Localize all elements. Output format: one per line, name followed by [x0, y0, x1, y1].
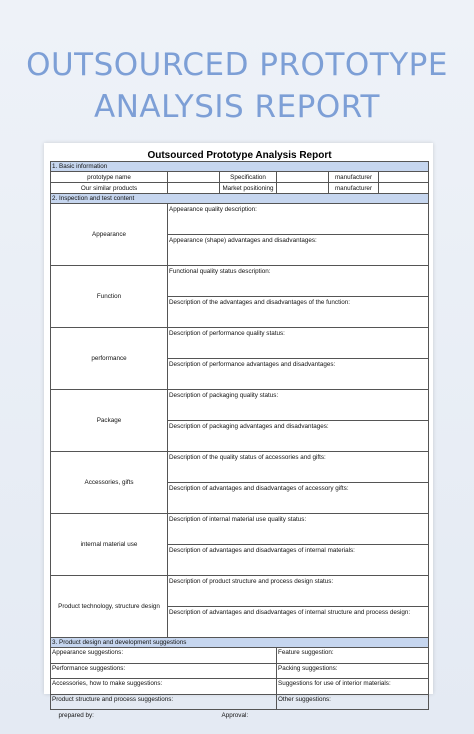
- inspection-field[interactable]: Description of the quality status of accessories and gifts:: [168, 452, 429, 483]
- inspection-field[interactable]: Description of advantages and disadvantages of internal structure and process design:: [168, 607, 429, 638]
- inspection-label-accessories: Accessories, gifts: [51, 452, 168, 514]
- label-prototype-name: prototype name: [51, 172, 168, 183]
- suggestion-field[interactable]: Packing suggestions:: [277, 663, 429, 679]
- label-manufacturer: manufacturer: [329, 172, 379, 183]
- inspection-field[interactable]: Description of packaging advantages and disadvantages:: [168, 421, 429, 452]
- inspection-field[interactable]: Appearance quality description:: [168, 204, 429, 235]
- report-sheet: [44, 143, 433, 719]
- inspection-label-internal-material: internal material use: [51, 514, 168, 576]
- suggestion-field[interactable]: Performance suggestions:: [51, 663, 277, 679]
- section-suggestions: 3. Product design and development suggestions: [51, 638, 429, 648]
- inspection-field[interactable]: Description of performance advantages and disadvantages:: [168, 359, 429, 390]
- hero-title-line1: OUTSOURCED PROTOTYPE: [26, 47, 448, 83]
- field-manufacturer-2[interactable]: [379, 183, 429, 194]
- inspection-field[interactable]: Description of performance quality status:: [168, 328, 429, 359]
- field-prototype-name[interactable]: [168, 172, 220, 183]
- document-title: Outsourced Prototype Analysis Report: [147, 149, 332, 161]
- hero-title: [0, 44, 474, 128]
- field-specification[interactable]: [277, 172, 329, 183]
- suggestion-field[interactable]: Other suggestions:: [277, 694, 429, 710]
- inspection-label-technology: Product technology, structure design: [51, 576, 168, 638]
- suggestion-field[interactable]: Feature suggestion:: [277, 648, 429, 664]
- suggestion-field[interactable]: Accessories, how to make suggestions:: [51, 679, 277, 695]
- inspection-field[interactable]: Description of packaging quality status:: [168, 390, 429, 421]
- hero-title-line2: ANALYSIS REPORT: [94, 89, 380, 125]
- suggestion-field[interactable]: Suggestions for use of interior materials:: [277, 679, 429, 695]
- inspection-field[interactable]: Description of advantages and disadvantages of accessory gifts:: [168, 483, 429, 514]
- prepared-by-label: prepared by:: [58, 711, 94, 719]
- label-specification: Specification: [220, 172, 277, 183]
- label-manufacturer-2: manufacturer: [329, 183, 379, 194]
- field-similar-products[interactable]: [168, 183, 220, 194]
- inspection-label-package: Package: [51, 390, 168, 452]
- label-market-positioning: Market positioning: [220, 183, 277, 194]
- inspection-field[interactable]: Appearance (shape) advantages and disadvantages:: [168, 235, 429, 266]
- inspection-field[interactable]: Description of the advantages and disadvantages of the function:: [168, 297, 429, 328]
- suggestion-field[interactable]: Product structure and process suggestions:: [51, 694, 277, 710]
- label-similar-products: Our similar products: [51, 183, 168, 194]
- section-inspection: 2. Inspection and test content: [51, 194, 429, 204]
- suggestion-field[interactable]: Appearance suggestions:: [51, 648, 277, 664]
- inspection-field[interactable]: Description of advantages and disadvantages of internal materials:: [168, 545, 429, 576]
- inspection-field[interactable]: Description of product structure and process design status:: [168, 576, 429, 607]
- field-market-positioning[interactable]: [277, 183, 329, 194]
- field-manufacturer[interactable]: [379, 172, 429, 183]
- inspection-field[interactable]: Functional quality status description:: [168, 266, 429, 297]
- inspection-label-appearance: Appearance: [51, 204, 168, 266]
- approval-label: Approval:: [221, 711, 249, 719]
- section-basic-info: 1. Basic information: [51, 162, 429, 172]
- inspection-label-function: Function: [51, 266, 168, 328]
- report-table: [50, 149, 429, 720]
- inspection-field[interactable]: Description of internal material use quality status:: [168, 514, 429, 545]
- inspection-label-performance: performance: [51, 328, 168, 390]
